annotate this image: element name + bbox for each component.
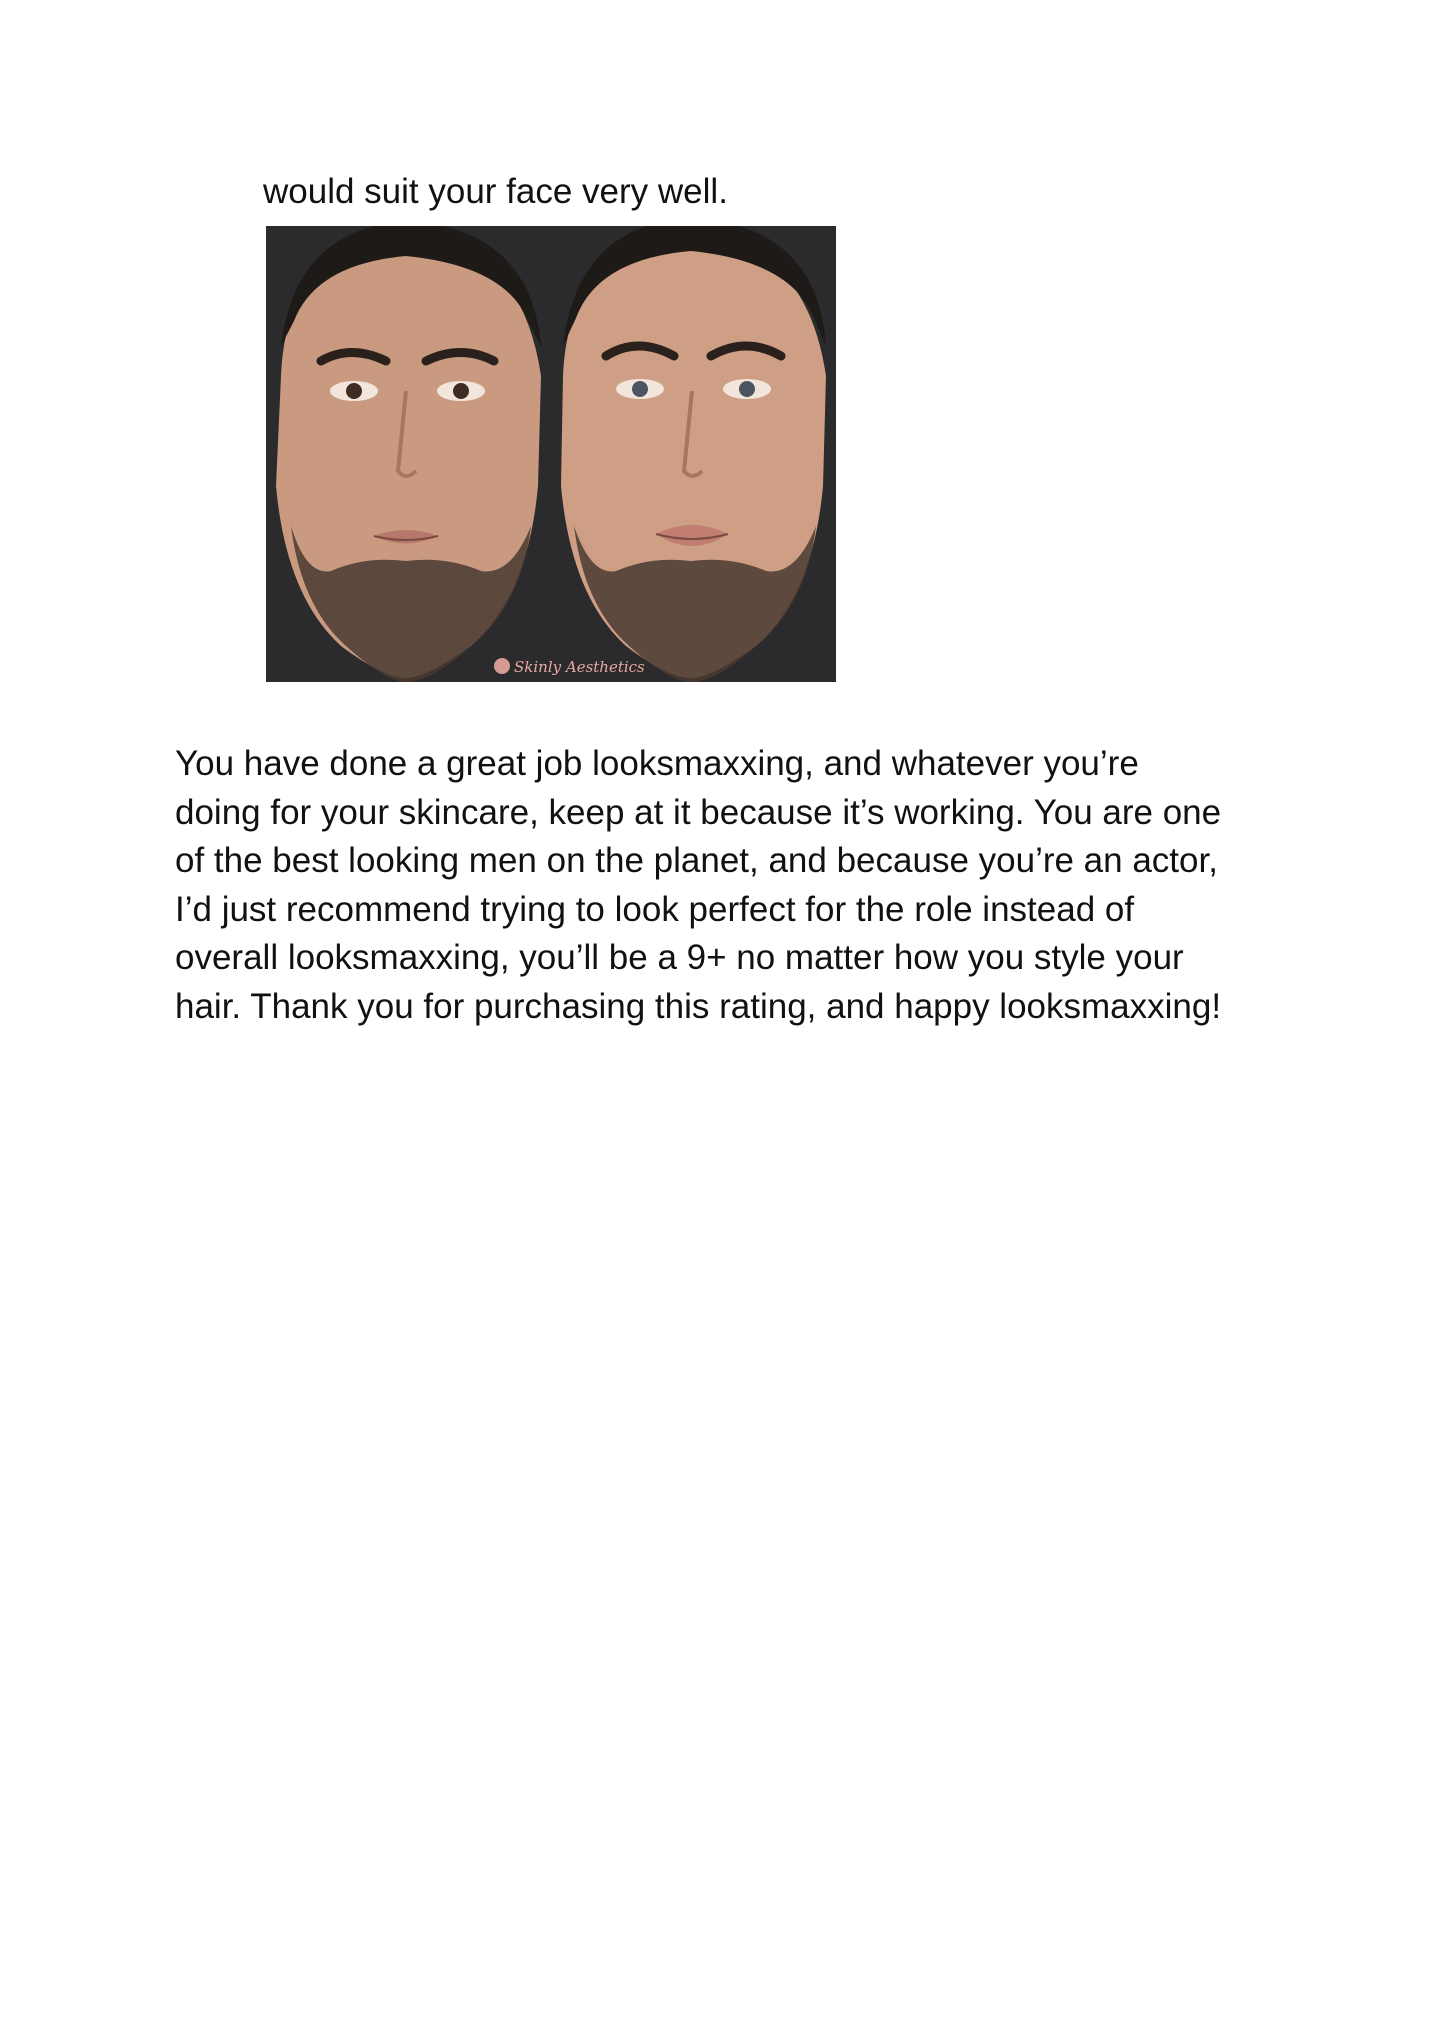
paragraph-line: of the best looking men on the planet, and because you’re an actor, — [175, 841, 1218, 880]
paragraph-line: overall looksmaxxing, you’ll be a 9+ no matter how you style your — [175, 938, 1184, 977]
paragraph-line: hair. Thank you for purchasing this rating, and happy looksmaxxing! — [175, 986, 1222, 1026]
continued-text-line: would suit your face very well. — [263, 172, 728, 211]
paragraph-line: doing for your skincare, keep at it because it’s working. You are one — [175, 792, 1222, 832]
svg-text:Skinly Aesthetics: Skinly Aesthetics — [514, 658, 645, 676]
paragraph-line: You have done a great job looksmaxxing, and whatever you’re — [175, 744, 1139, 783]
watermark-logo — [494, 658, 645, 676]
before-after-photo — [266, 226, 836, 682]
paragraph-line: I’d just recommend trying to look perfect for the role instead of — [175, 889, 1135, 929]
closing-paragraph — [175, 740, 1295, 1031]
